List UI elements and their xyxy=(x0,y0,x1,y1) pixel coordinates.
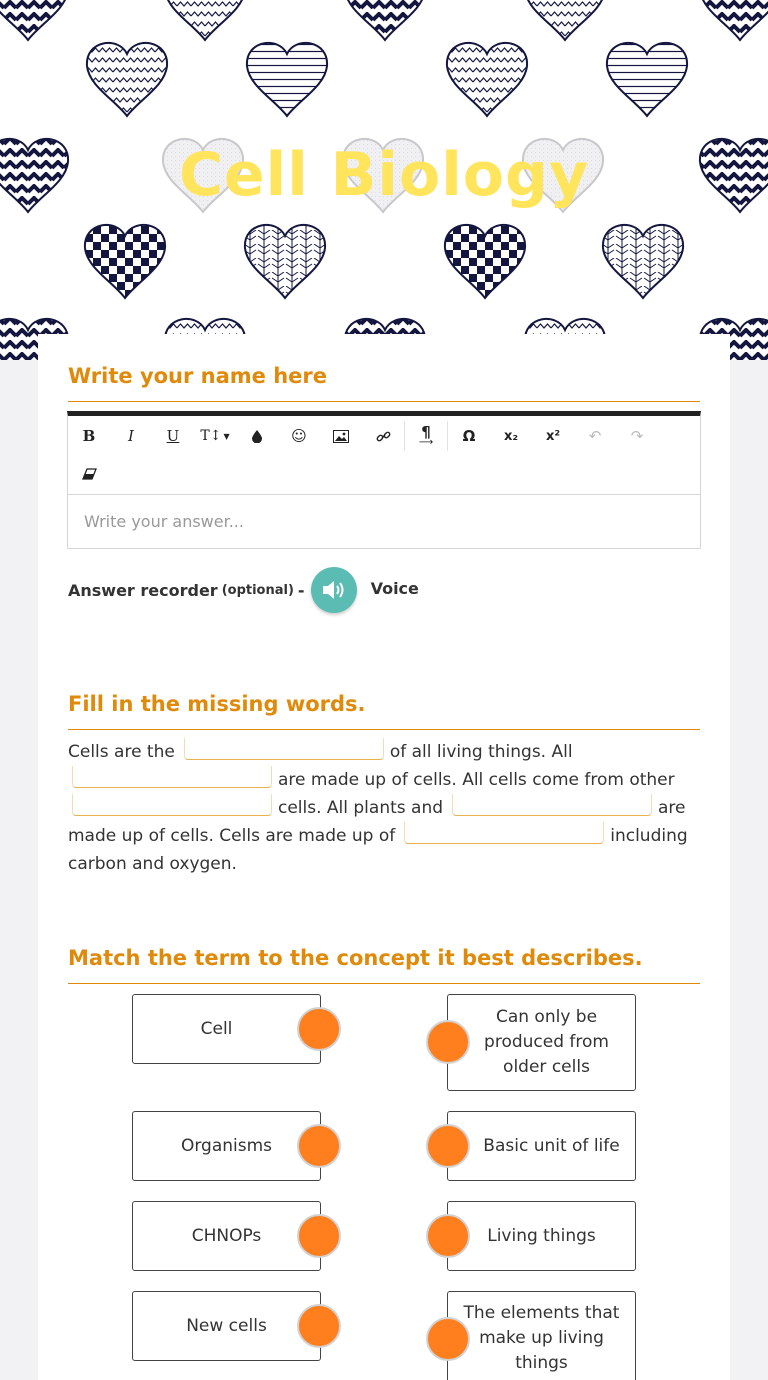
editor-toolbar xyxy=(68,417,658,455)
superscript-icon: x² xyxy=(545,428,561,444)
voice-record-button[interactable] xyxy=(311,567,357,613)
fill-text-7: including xyxy=(610,826,688,846)
match-left-label: Organisms xyxy=(180,1135,273,1156)
match-right-concept[interactable] xyxy=(447,1201,636,1271)
undo-button[interactable] xyxy=(574,417,616,455)
worksheet-card xyxy=(38,334,730,1380)
match-right-connector[interactable] xyxy=(426,1124,470,1168)
insert-link-button[interactable] xyxy=(362,417,404,455)
speaker-icon xyxy=(321,579,347,601)
name-answer-input[interactable]: Write your answer... xyxy=(84,512,244,531)
editor-toolbar-row-2 xyxy=(68,455,110,493)
worksheet-title: Cell Biology xyxy=(178,140,590,210)
fill-text-3: are made up of cells. All cells come from other xyxy=(278,770,675,790)
superscript-button[interactable] xyxy=(532,417,574,455)
name-heading-rule xyxy=(68,401,700,402)
fill-text-4: cells. All plants and xyxy=(278,798,444,818)
match-right-connector[interactable] xyxy=(426,1020,470,1064)
match-right-label: Basic unit of life xyxy=(483,1135,620,1156)
caret-down-icon: ▼ xyxy=(223,431,230,441)
fill-text-8: carbon and oxygen. xyxy=(68,854,237,874)
bold-icon: B xyxy=(82,427,96,445)
match-right-label: The elements that make up living things xyxy=(463,1303,620,1373)
match-right-concept[interactable] xyxy=(447,1291,636,1380)
match-right-connector[interactable] xyxy=(426,1214,470,1258)
match-right-label: Can only be produced from older cells xyxy=(484,1007,609,1077)
text-size-icon: T↕ xyxy=(200,428,222,444)
fill-heading-rule xyxy=(68,729,700,730)
arrow-right-icon: ⟶ xyxy=(418,437,434,448)
clear-format-button[interactable] xyxy=(68,455,110,493)
voice-label: Voice xyxy=(370,578,419,598)
match-left-label: CHNOPs xyxy=(191,1225,262,1246)
match-left-label: Cell xyxy=(200,1018,233,1039)
blank-input-1[interactable] xyxy=(184,738,384,760)
color-drop-icon xyxy=(251,429,263,443)
insert-image-button[interactable] xyxy=(320,417,362,455)
match-left-term[interactable] xyxy=(132,1201,321,1271)
bold-button[interactable] xyxy=(68,417,110,455)
match-heading: Match the term to the concept it best describes. xyxy=(68,946,643,970)
omega-icon: Ω xyxy=(462,427,476,445)
recorder-dash: - xyxy=(297,580,305,600)
match-left-term[interactable] xyxy=(132,1111,321,1181)
undo-icon: ↶ xyxy=(588,427,602,445)
text-size-button[interactable] xyxy=(194,417,236,455)
rich-text-editor[interactable] xyxy=(67,411,701,549)
fill-in-paragraph xyxy=(68,738,700,878)
match-right-concept[interactable] xyxy=(447,1111,636,1181)
match-heading-rule xyxy=(68,983,700,984)
fill-text-2: of all living things. All xyxy=(389,742,573,762)
fill-text-6: made up of cells. Cells are made up of xyxy=(68,826,396,846)
match-left-connector[interactable] xyxy=(297,1007,341,1051)
fill-text-1: Cells are the xyxy=(68,742,175,762)
redo-button[interactable] xyxy=(616,417,658,455)
match-right-label: Living things xyxy=(487,1225,596,1246)
italic-icon: I xyxy=(128,427,134,445)
emoji-button[interactable] xyxy=(278,417,320,455)
paragraph-icon: ¶ xyxy=(421,423,431,441)
match-right-connector[interactable] xyxy=(426,1317,470,1361)
blank-input-5[interactable] xyxy=(404,822,604,844)
text-color-button[interactable] xyxy=(236,417,278,455)
link-icon xyxy=(376,429,391,444)
match-right-concept[interactable] xyxy=(447,994,636,1091)
match-left-connector[interactable] xyxy=(297,1304,341,1348)
header-banner xyxy=(0,0,768,360)
italic-button[interactable] xyxy=(110,417,152,455)
fill-text-5: are xyxy=(658,798,686,818)
match-left-term[interactable] xyxy=(132,1291,321,1361)
image-icon xyxy=(333,430,349,443)
name-heading: Write your name here xyxy=(68,364,328,388)
match-left-label: New cells xyxy=(186,1315,267,1336)
underline-icon: U xyxy=(166,427,180,445)
match-left-connector[interactable] xyxy=(297,1124,341,1168)
match-left-connector[interactable] xyxy=(297,1214,341,1258)
blank-input-4[interactable] xyxy=(452,794,652,816)
subscript-icon: x₂ xyxy=(503,428,519,444)
fill-heading: Fill in the missing words. xyxy=(68,692,366,716)
special-char-button[interactable] xyxy=(448,417,490,455)
blank-input-3[interactable] xyxy=(72,794,272,816)
editor-divider xyxy=(68,494,700,495)
underline-button[interactable] xyxy=(152,417,194,455)
subscript-button[interactable] xyxy=(490,417,532,455)
eraser-icon xyxy=(82,468,97,480)
match-left-term[interactable] xyxy=(132,994,321,1064)
recorder-optional: (optional) xyxy=(221,582,294,598)
redo-icon: ↷ xyxy=(630,427,644,445)
answer-recorder xyxy=(68,567,419,613)
paragraph-button[interactable] xyxy=(405,417,447,455)
emoji-icon: ☺ xyxy=(291,427,307,445)
recorder-label: Answer recorder xyxy=(68,580,218,600)
blank-input-2[interactable] xyxy=(72,766,272,788)
